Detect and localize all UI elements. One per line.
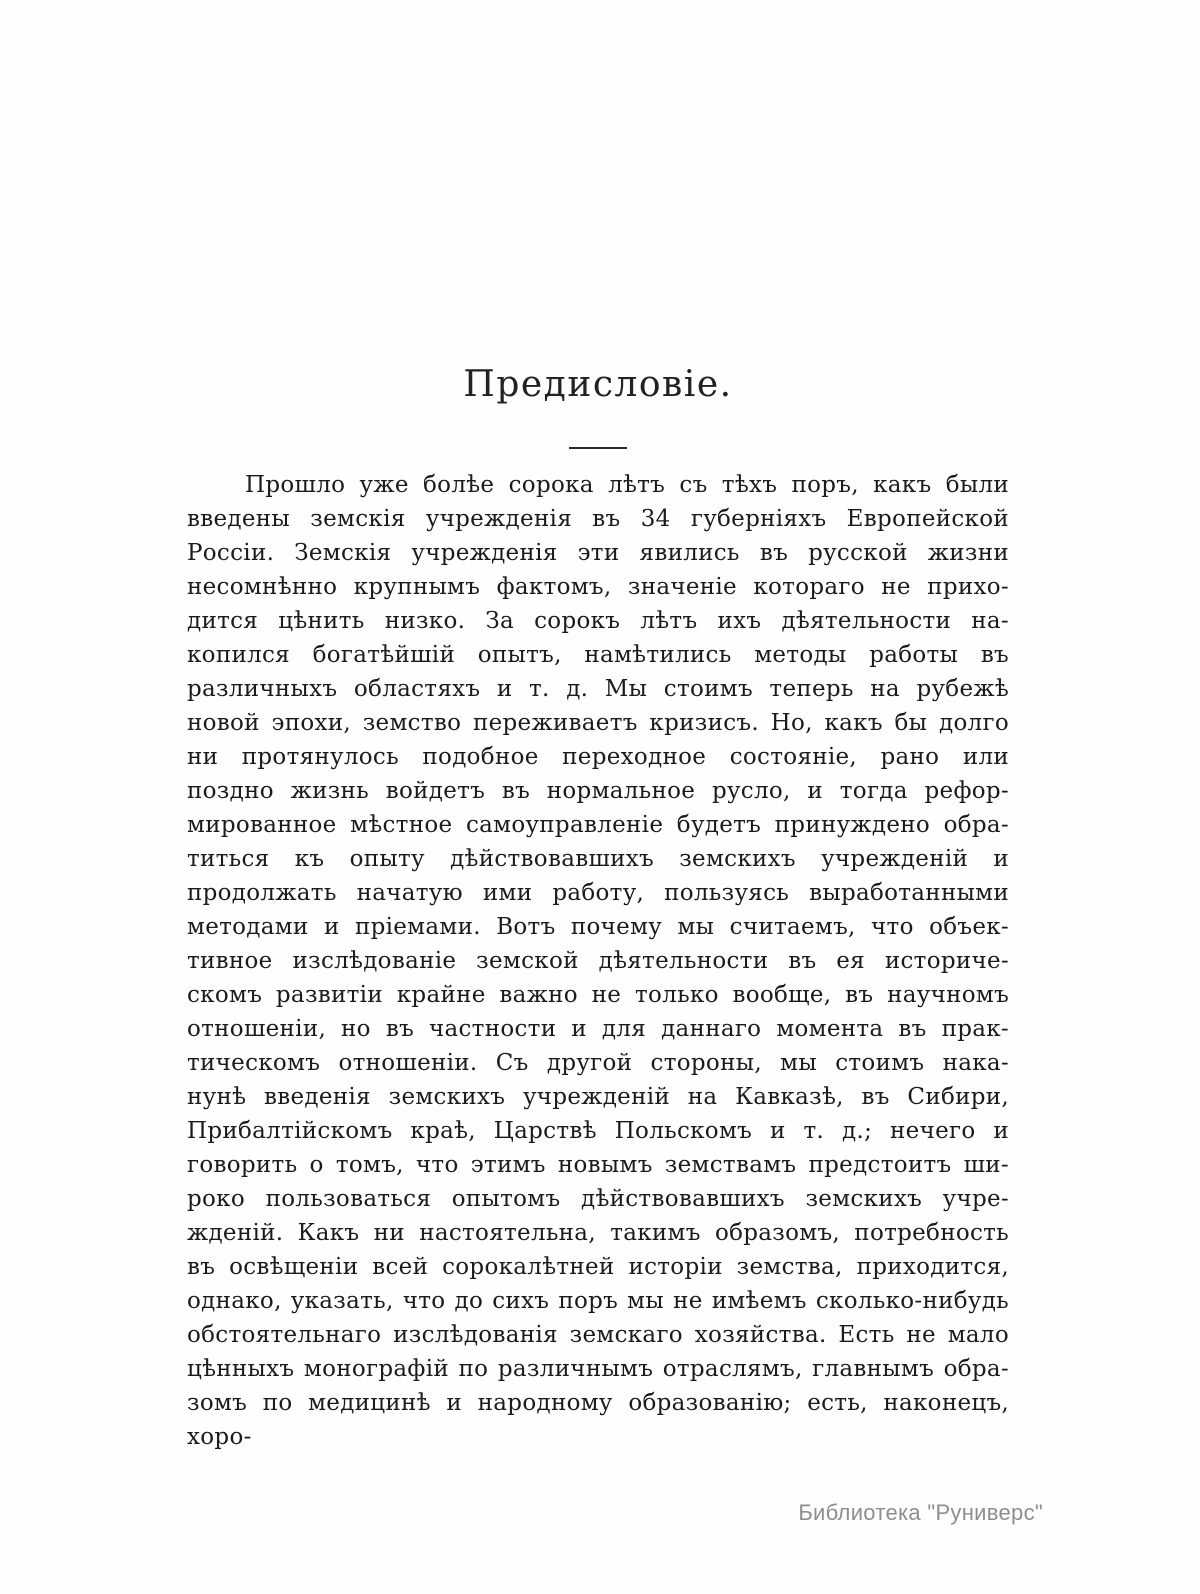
text-line: роко пользоваться опытомъ дѣйствовавшихъ земскихъ учре- xyxy=(187,1186,1009,1212)
text-line: мированное мѣстное самоуправленіе будетъ принуждено обра- xyxy=(187,812,1009,838)
text-line: отношеніи, но въ частности и для даннаго момента въ прак- xyxy=(187,1016,1009,1042)
text-line: тивное изслѣдованіе земской дѣятельности въ ея историче- xyxy=(187,948,1009,974)
text-line: несомнѣнно крупнымъ фактомъ, значеніе котораго не прихо- xyxy=(187,574,1009,600)
library-watermark: Библиотека "Руниверс" xyxy=(798,1500,1043,1525)
text-line: дится цѣнить низко. За сорокъ лѣтъ ихъ дѣятельности на- xyxy=(187,608,1009,634)
text-line: обстоятельнаго изслѣдованія земскаго хозяйства. Есть не мало xyxy=(187,1322,1009,1348)
text-line: новой эпохи, земство переживаетъ кризисъ. Но, какъ бы долго xyxy=(187,710,1009,736)
text-line: введены земскія учрежденія въ 34 губерніяхъ Европейской xyxy=(187,506,1009,532)
page-title: Предисловіе. xyxy=(463,364,733,405)
text-line: цѣнныхъ монографій по различнымъ отраслямъ, главнымъ обра- xyxy=(187,1356,1009,1382)
section-divider xyxy=(569,447,627,449)
text-line: поздно жизнь войдетъ въ нормальное русло, и тогда рефор- xyxy=(187,778,1009,804)
text-line: въ освѣщеніи всей сорокалѣтней исторіи земства, приходится, xyxy=(187,1254,1009,1280)
text-line: ни протянулось подобное переходное состояніе, рано или xyxy=(187,744,1009,770)
text-line: нунѣ введенія земскихъ учрежденій на Кавказѣ, въ Сибири, xyxy=(187,1084,1009,1110)
text-line: различныхъ областяхъ и т. д. Мы стоимъ теперь на рубежѣ xyxy=(187,676,1009,702)
text-line: продолжать начатую ими работу, пользуясь выработанными xyxy=(187,880,1009,906)
text-line: титься къ опыту дѣйствовавшихъ земскихъ учрежденій и xyxy=(187,846,1009,872)
text-line: скомъ развитіи крайне важно не только вообще, въ научномъ xyxy=(187,982,1009,1008)
text-line: зомъ по медицинѣ и народному образованію; есть, наконецъ, хоро- xyxy=(187,1390,1009,1450)
text-line: Россіи. Земскія учрежденія эти явились въ русской жизни xyxy=(187,540,1009,566)
text-line: Прибалтійскомъ краѣ, Царствѣ Польскомъ и т. д.; нечего и xyxy=(187,1118,1009,1144)
preface-paragraph xyxy=(187,468,1009,1450)
text-line: Прошло уже болѣе сорока лѣтъ съ тѣхъ поръ, какъ были xyxy=(245,472,1009,498)
text-line: копился богатѣйшій опытъ, намѣтились методы работы въ xyxy=(187,642,1009,668)
text-line: говорить о томъ, что этимъ новымъ земствамъ предстоитъ ши- xyxy=(187,1152,1009,1178)
text-line: тическомъ отношеніи. Съ другой стороны, мы стоимъ нака- xyxy=(187,1050,1009,1076)
text-line: однако, указать, что до сихъ поръ мы не имѣемъ сколько-нибудь xyxy=(187,1288,1009,1314)
text-line: жденій. Какъ ни настоятельна, такимъ образомъ, потребность xyxy=(187,1220,1009,1246)
text-line: методами и пріемами. Вотъ почему мы считаемъ, что объек- xyxy=(187,914,1009,940)
